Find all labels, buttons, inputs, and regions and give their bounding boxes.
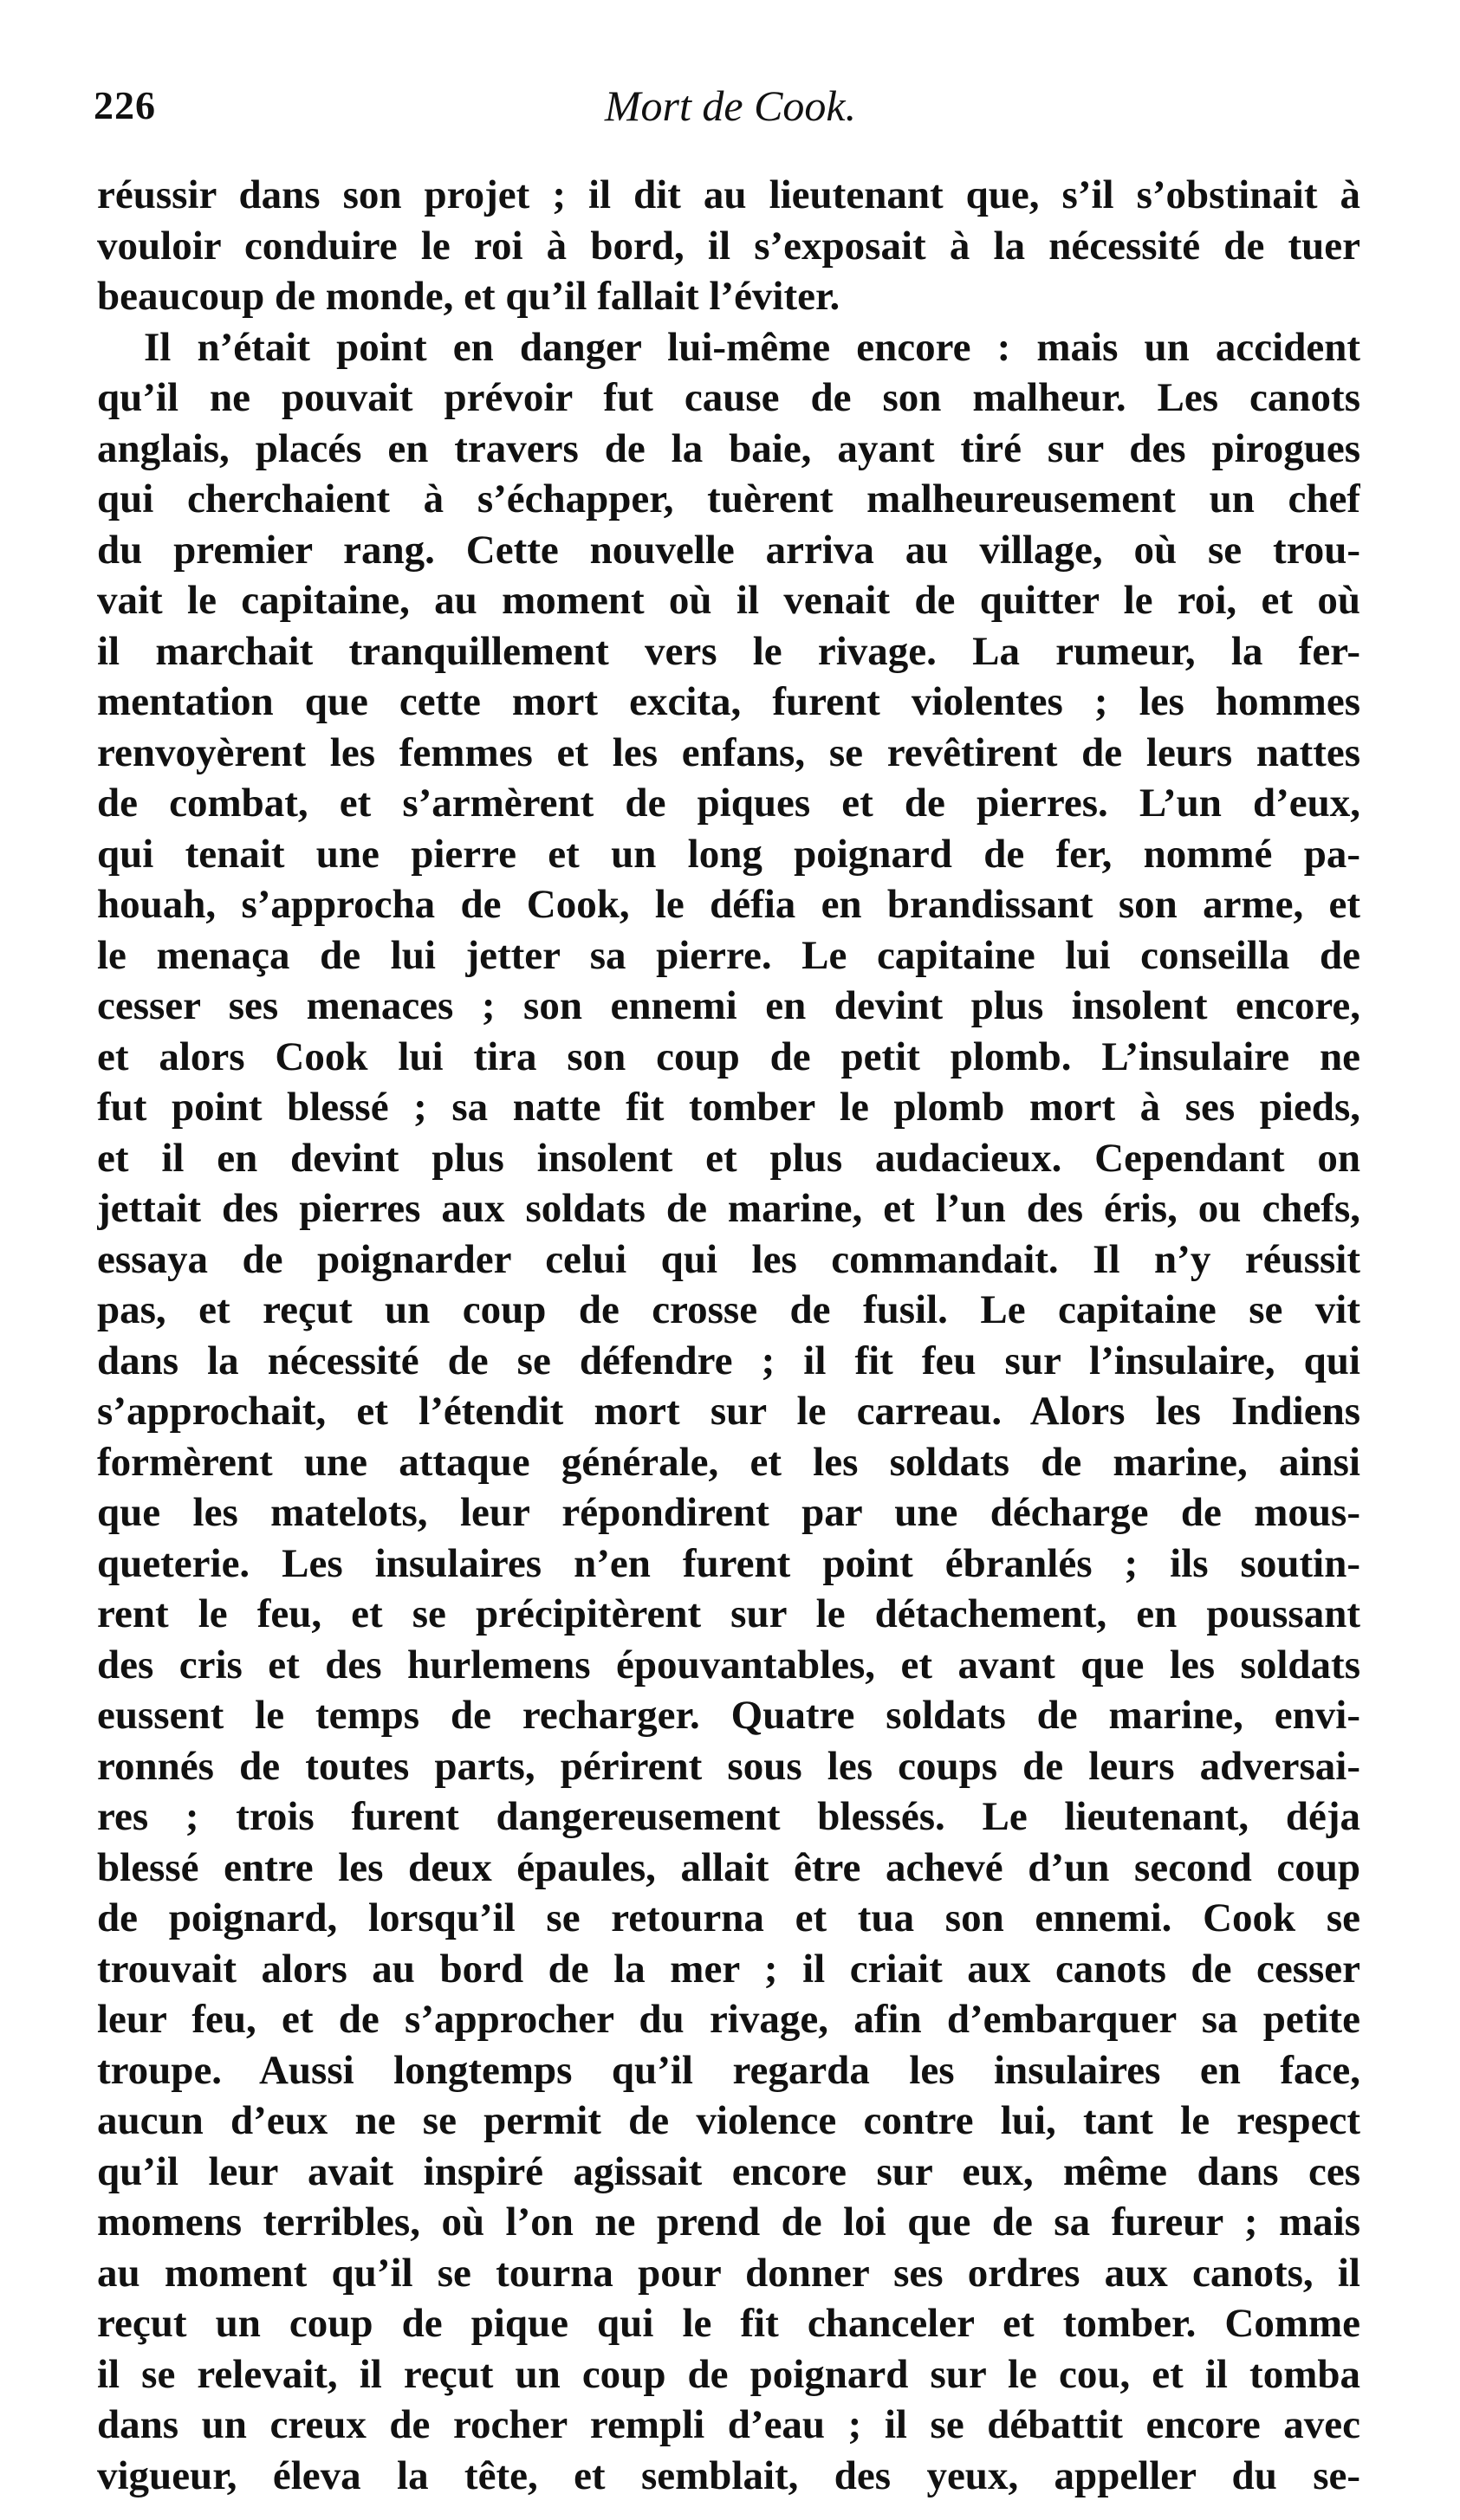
text-line: mentation que cette mort excita, furent violentes ; les hommes xyxy=(97,679,1360,724)
text-line: anglais, placés en travers de la baie, ayant tiré sur des pirogues xyxy=(97,425,1360,471)
text-line: qui cherchaient à s’échapper, tuèrent malheureusement un chef xyxy=(97,476,1360,521)
text-line: de poignard, lorsqu’il se retourna et tua son ennemi. Cook se xyxy=(97,1895,1360,1940)
text-line: houah, s’approcha de Cook, le défia en brandissant son arme, et xyxy=(97,882,1360,927)
text-line: queterie. Les insulaires n’en furent point ébranlés ; ils soutin- xyxy=(97,1540,1360,1586)
text-line: fut point blessé ; sa natte fit tomber le plomb mort à ses pieds, xyxy=(97,1085,1360,1130)
text-line: et il en devint plus insolent et plus audacieux. Cependant on xyxy=(97,1135,1360,1181)
text-line: qui tenait une pierre et un long poignard de fer, nommé pa- xyxy=(97,831,1360,877)
text-line: des cris et des hurlemens épouvantables, et avant que les soldats xyxy=(97,1642,1360,1688)
page-number: 226 xyxy=(94,83,156,127)
text-line: et alors Cook lui tira son coup de petit plomb. L’insulaire ne xyxy=(97,1033,1360,1079)
text-line: vait le capitaine, au moment où il venait de quitter le roi, et où xyxy=(97,578,1360,623)
text-line: dans la nécessité de se défendre ; il fit feu sur l’insulaire, qui xyxy=(97,1338,1360,1383)
text-line: vouloir conduire le roi à bord, il s’exposait à la nécessité de tuer xyxy=(97,223,1360,269)
text-line: reçut un coup de pique qui le fit chanceler et tomber. Comme xyxy=(97,2301,1360,2346)
text-line: essaya de poignarder celui qui les commandait. Il n’y réussit xyxy=(97,1236,1360,1282)
text-line: ronnés de toutes parts, périrent sous les coups de leurs adversai- xyxy=(97,1743,1360,1789)
text-line: eussent le temps de recharger. Quatre soldats de marine, envi- xyxy=(97,1693,1360,1738)
text-line: réussir dans son projet ; il dit au lieutenant que, s’il s’obstinait à xyxy=(97,172,1360,217)
text-line: de combat, et s’armèrent de piques et de pierres. L’un d’eux, xyxy=(97,781,1360,826)
text-line: rent le feu, et se précipitèrent sur le détachement, en poussant xyxy=(97,1591,1360,1636)
text-line: troupe. Aussi longtemps qu’il regarda les insulaires en face, xyxy=(97,2047,1360,2093)
text-line: renvoyèrent les femmes et les enfans, se revêtirent de leurs nattes xyxy=(97,729,1360,775)
text-line: jettait des pierres aux soldats de marine, et l’un des éris, ou chefs, xyxy=(97,1186,1360,1231)
text-line: trouvait alors au bord de la mer ; il criait aux canots de cesser xyxy=(97,1946,1360,1992)
text-line: formèrent une attaque générale, et les soldats de marine, ainsi xyxy=(97,1439,1360,1485)
text-line: que les matelots, leur répondirent par une décharge de mous- xyxy=(97,1490,1360,1535)
running-title: Mort de Cook. xyxy=(604,81,857,130)
text-line: le menaça de lui jetter sa pierre. Le capitaine lui conseilla de xyxy=(97,932,1360,978)
text-line: du premier rang. Cette nouvelle arriva au village, où se trou- xyxy=(97,527,1360,573)
text-line: vigueur, éleva la tête, et semblait, des yeux, appeller du se- xyxy=(97,2452,1360,2498)
text-line: il se relevait, il reçut un coup de poignard sur le cou, et il tomba xyxy=(97,2351,1360,2397)
text-line: s’approchait, et l’étendit mort sur le carreau. Alors les Indiens xyxy=(97,1389,1360,1434)
text-line: blessé entre les deux épaules, allait être achevé d’un second coup xyxy=(97,1844,1360,1890)
text-line: qu’il ne pouvait prévoir fut cause de son malheur. Les canots xyxy=(97,375,1360,420)
running-head xyxy=(94,71,1367,140)
text-line: qu’il leur avait inspiré agissait encore sur eux, même dans ces xyxy=(97,2148,1360,2194)
text-line: momens terribles, où l’on ne prend de loi que de sa fureur ; mais xyxy=(97,2199,1360,2245)
body-text xyxy=(97,170,1360,2501)
text-line: il marchait tranquillement vers le rivage. La rumeur, la fer- xyxy=(97,628,1360,674)
text-line: au moment qu’il se tourna pour donner ses ordres aux canots, il xyxy=(97,2250,1360,2296)
text-line: aucun d’eux ne se permit de violence contre lui, tant le respect xyxy=(97,2098,1360,2143)
text-line: res ; trois furent dangereusement blessés. Le lieutenant, déja xyxy=(97,1794,1360,1839)
text-line: Il n’était point en danger lui-même encore : mais un accident xyxy=(144,324,1360,370)
text-line: beaucoup de monde, et qu’il fallait l’éviter. xyxy=(97,274,840,319)
text-line: pas, et reçut un coup de crosse de fusil. Le capitaine se vit xyxy=(97,1287,1360,1332)
text-line: leur feu, et de s’approcher du rivage, afin d’embarquer sa petite xyxy=(97,1997,1360,2042)
text-line: dans un creux de rocher rempli d’eau ; il se débattit encore avec xyxy=(97,2402,1360,2447)
text-line: cesser ses menaces ; son ennemi en devint plus insolent encore, xyxy=(97,983,1360,1028)
